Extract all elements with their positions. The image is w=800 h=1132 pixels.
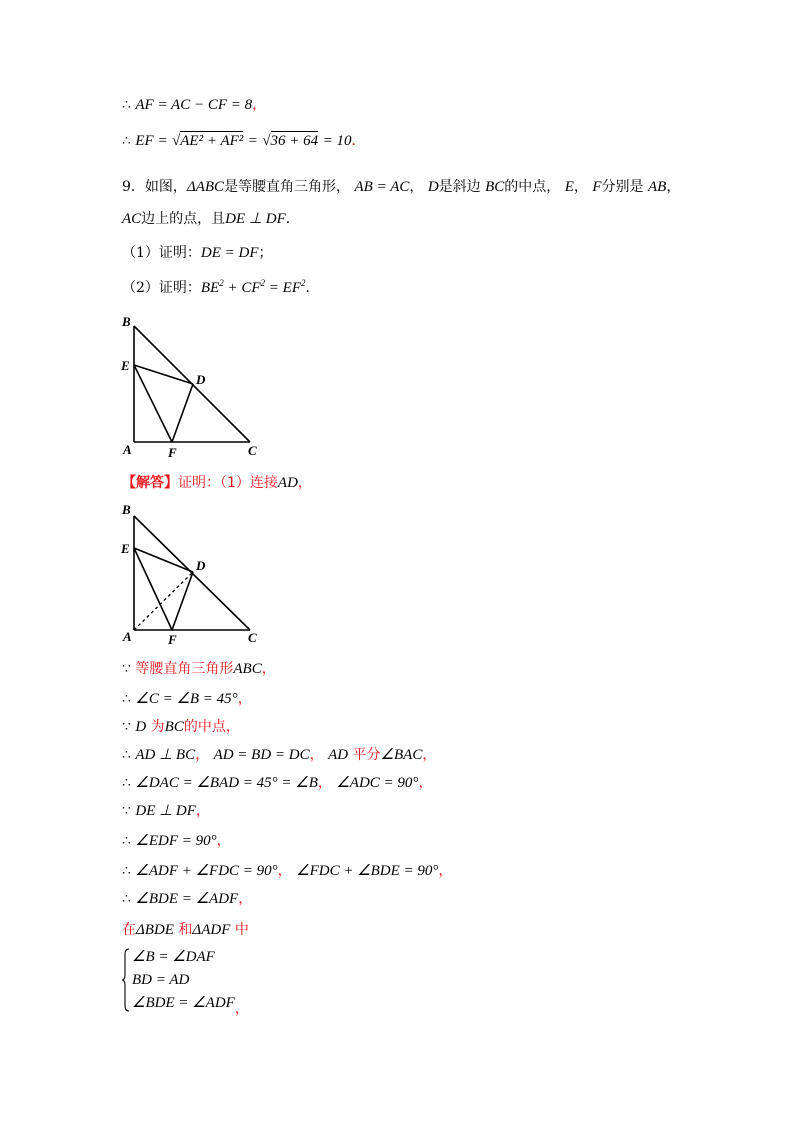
- therefore-symbol: ∴: [122, 691, 131, 707]
- solution-step-2: [122, 690, 252, 708]
- punctuation: ，: [317, 775, 332, 791]
- problem-text: 边上的点，且: [141, 211, 226, 227]
- because-symbol: ∵: [122, 803, 131, 819]
- math-expression: AB = AC: [354, 179, 410, 195]
- therefore-symbol: ∴: [122, 133, 131, 149]
- punctuation: ，: [195, 803, 210, 819]
- math-expression: ∠ADF + ∠FDC = 90°: [135, 863, 278, 879]
- label-b: B: [122, 314, 131, 329]
- therefore-symbol: ∴: [122, 775, 131, 791]
- math-expression: ∠EDF = 90°: [135, 833, 217, 849]
- math-expression: BD = AD: [132, 972, 190, 988]
- solution-step-8: [122, 862, 452, 880]
- question-label: （1）证明：: [122, 245, 201, 261]
- math-expression: BC: [164, 719, 184, 735]
- problem-text: 是斜边: [438, 179, 481, 195]
- math-expression: AD = BD = DC: [213, 747, 310, 763]
- therefore-symbol: ∴: [122, 97, 131, 113]
- punctuation: ，: [573, 179, 588, 195]
- solution-step-7: [122, 832, 231, 850]
- math-expression: AD ⊥ BC: [135, 747, 196, 763]
- math-expression: D: [135, 719, 147, 735]
- problem-text: 分别是: [601, 179, 644, 195]
- math-expression: AD: [328, 747, 349, 763]
- therefore-symbol: ∴: [122, 833, 131, 849]
- math-expression: ∠C = ∠B = 45°: [135, 691, 238, 707]
- math-expression: F: [592, 179, 602, 195]
- math-expression: ∠ADC = 90°: [336, 775, 419, 791]
- math-expression: ABC: [233, 661, 262, 677]
- math-expression: AE² + AF²: [180, 133, 244, 149]
- solution-text: 的中点，: [183, 719, 240, 735]
- label-f: F: [168, 632, 177, 647]
- segment-ef: [134, 365, 172, 442]
- punctuation: ，: [234, 1001, 249, 1017]
- label-d: D: [196, 372, 206, 387]
- punctuation: ，: [409, 179, 424, 195]
- sqrt-radical: √: [262, 133, 271, 149]
- solution-step-6: [122, 802, 210, 820]
- punctuation: ，: [438, 863, 453, 879]
- label-e: E: [121, 358, 130, 373]
- math-expression: DE = DF: [200, 245, 259, 261]
- problem-text: 是等腰直角三角形，: [224, 179, 351, 195]
- punctuation: ，: [422, 747, 437, 763]
- label-c: C: [248, 443, 257, 458]
- solution-text: 证明：（1）连接: [178, 475, 278, 491]
- therefore-symbol: ∴: [122, 747, 131, 763]
- triangle-figure-2: [118, 500, 268, 650]
- system-line-3: [132, 994, 249, 1017]
- punctuation: ，: [238, 891, 253, 907]
- sqrt-radical: √: [172, 133, 181, 149]
- triangle-figure-1: [118, 310, 268, 460]
- math-expression: ∠B = ∠DAF: [132, 949, 215, 965]
- math-expression: D: [427, 179, 439, 195]
- solution-text: 平分: [352, 747, 381, 763]
- problem-line-2: [122, 210, 300, 228]
- problem-number: 9．如图，: [122, 179, 187, 195]
- label-e: E: [121, 541, 130, 556]
- solution-header: 【解答】: [122, 475, 178, 491]
- solution-text: 等腰直角三角形: [135, 661, 234, 677]
- punctuation: ，: [666, 179, 681, 195]
- punctuation: ，: [261, 661, 276, 677]
- solution-step-4: [122, 746, 436, 764]
- math-expression: E: [564, 179, 574, 195]
- punctuation: ，: [216, 833, 231, 849]
- math-expression: ∠BDE = ∠ADF: [135, 891, 239, 907]
- question-1: [122, 244, 273, 262]
- label-a: A: [123, 629, 132, 644]
- segment-df: [172, 572, 193, 630]
- math-expression: =: [247, 133, 258, 149]
- system-line-1: [132, 948, 215, 966]
- math-expression: ∠BDE = ∠ADF: [132, 995, 235, 1011]
- punctuation: ．: [351, 133, 366, 149]
- punctuation: ，: [195, 747, 210, 763]
- punctuation: ，: [297, 475, 312, 491]
- solution-text: 为: [150, 719, 165, 735]
- because-symbol: ∵: [122, 661, 131, 677]
- math-expression: AC: [122, 211, 142, 227]
- solution-text: 和: [178, 922, 193, 938]
- because-symbol: ∵: [122, 719, 131, 735]
- label-d: D: [196, 558, 206, 573]
- label-b: B: [122, 502, 131, 517]
- label-c: C: [248, 630, 257, 645]
- system-brace: [122, 948, 130, 1012]
- math-expression: ΔABC: [186, 179, 225, 195]
- math-expression: 36 + 64: [270, 133, 319, 149]
- question-2: [122, 274, 320, 297]
- system-line-2: [132, 971, 189, 989]
- step-af: [122, 96, 266, 114]
- punctuation: ，: [309, 747, 324, 763]
- math-expression: ∠BAC: [380, 747, 423, 763]
- solution-text: 在: [122, 922, 136, 938]
- therefore-symbol: ∴: [122, 863, 131, 879]
- punctuation: ．: [305, 280, 320, 296]
- solution-step-5: [122, 774, 432, 792]
- punctuation: ，: [277, 863, 292, 879]
- punctuation: ，: [418, 775, 433, 791]
- therefore-symbol: ∴: [122, 891, 131, 907]
- solution-intro: [122, 474, 312, 492]
- math-expression: ΔBDE: [136, 922, 174, 938]
- solution-text: 中: [234, 922, 249, 938]
- label-a: A: [123, 442, 132, 457]
- label-f: F: [168, 445, 177, 460]
- math-expression: DE ⊥ DF: [225, 211, 286, 227]
- math-expression: $BE^2 + CF^2 = EF^2$: [200, 278, 306, 296]
- solution-step-3: [122, 718, 240, 736]
- math-expression: EF =: [135, 133, 168, 149]
- math-expression: ∠FDC + ∠BDE = 90°: [296, 863, 439, 879]
- math-expression: ∠DAC = ∠BAD = 45° = ∠B: [135, 775, 318, 791]
- segment-df: [172, 384, 193, 442]
- math-expression: AB: [647, 179, 667, 195]
- question-label: （2）证明：: [122, 280, 201, 296]
- math-expression: ΔADF: [192, 922, 231, 938]
- punctuation: ；: [258, 245, 273, 261]
- solution-step-9: [122, 890, 252, 908]
- problem-text: 的中点，: [504, 179, 561, 195]
- dashed-segment-ad: [134, 572, 193, 630]
- step-ef: [122, 132, 365, 150]
- math-expression: = 10: [322, 133, 352, 149]
- math-expression: AF = AC − CF = 8: [135, 97, 253, 113]
- solution-step-1: [122, 660, 276, 678]
- punctuation: ．: [285, 211, 300, 227]
- math-expression: AD: [277, 475, 298, 491]
- punctuation: ，: [252, 97, 267, 113]
- solution-step-10: [122, 921, 249, 939]
- math-expression: DE ⊥ DF: [135, 803, 196, 819]
- problem-line-1: [122, 178, 680, 196]
- punctuation: ，: [237, 691, 252, 707]
- math-expression: BC: [485, 179, 505, 195]
